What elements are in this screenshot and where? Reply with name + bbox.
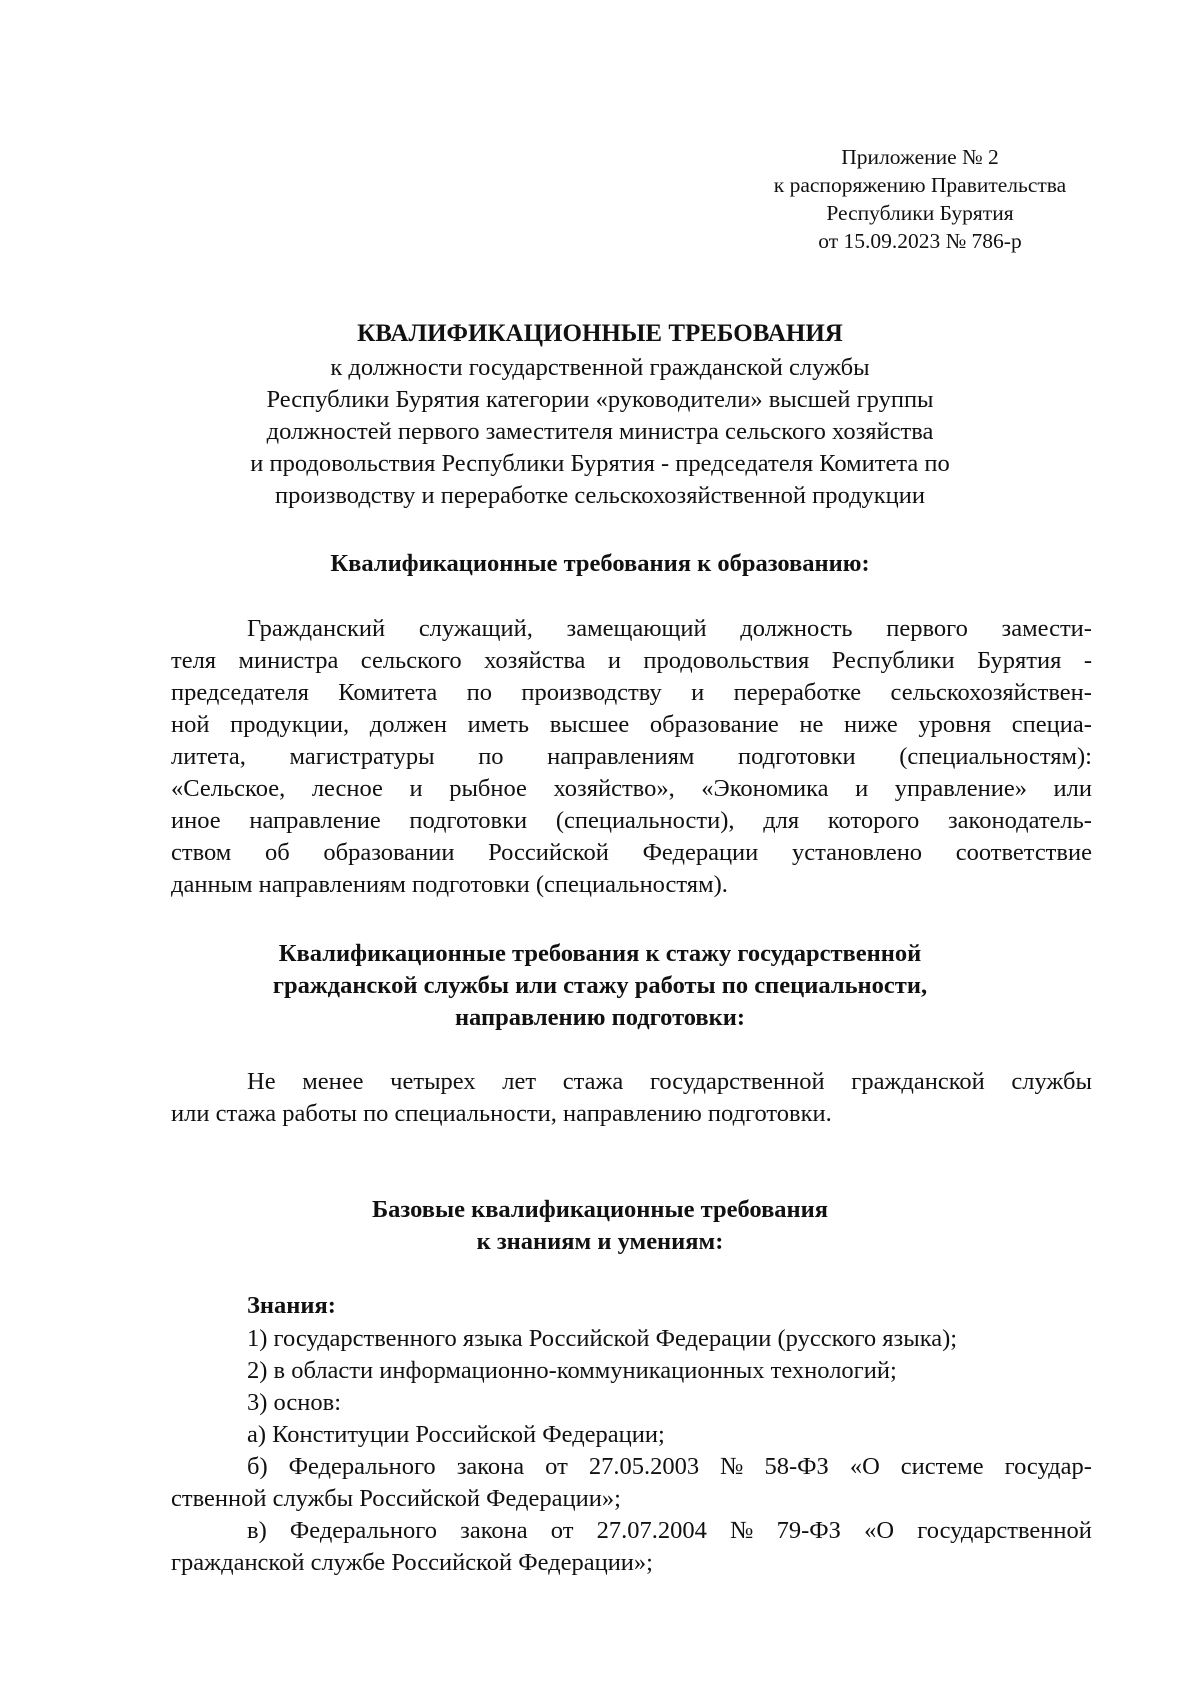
basic-heading-line: к знаниям и умениям: <box>476 1228 724 1255</box>
word: государственной <box>917 1517 1092 1544</box>
word: Федерального <box>288 1453 436 1480</box>
word: производству <box>521 679 662 706</box>
word: 27.05.2003 <box>588 1453 700 1480</box>
word: ной <box>171 711 210 738</box>
word: стажа <box>562 1068 624 1095</box>
word: установлено <box>791 839 923 866</box>
education-heading-text: Квалификационные требования к образованию: <box>330 550 870 577</box>
word: иметь <box>467 711 530 738</box>
word: по <box>466 679 492 706</box>
word: или <box>1053 775 1092 802</box>
word: от <box>545 1453 568 1480</box>
word: Федерации <box>642 839 759 866</box>
appendix-republic: Республики Бурятия <box>826 201 1014 225</box>
word: иное <box>171 807 221 834</box>
word: и <box>409 775 423 802</box>
word: теля <box>171 647 217 674</box>
word: министра <box>238 647 339 674</box>
word: которого <box>827 807 920 834</box>
word: соответствие <box>955 839 1092 866</box>
word: продукции, <box>230 711 350 738</box>
word: и <box>607 647 621 674</box>
word: в) <box>247 1517 267 1544</box>
word: - <box>1083 647 1092 674</box>
word: направление <box>249 807 381 834</box>
word: должен <box>369 711 447 738</box>
word: замести- <box>1001 615 1092 642</box>
word: ством <box>171 839 232 866</box>
title-line: должностей первого заместителя министра сельского хозяйства <box>266 418 934 445</box>
paragraph-line <box>171 805 1092 837</box>
paragraph-line <box>171 1066 1092 1098</box>
word: по <box>478 743 504 770</box>
paragraph-line: или стажа работы по специальности, направлению подготовки. <box>171 1100 832 1127</box>
paragraph-line <box>171 773 1092 805</box>
word: 58-ФЗ <box>764 1453 829 1480</box>
word: уровня <box>918 711 992 738</box>
word: Бурятия <box>977 647 1062 674</box>
word: менее <box>302 1068 364 1095</box>
word: литета, <box>171 743 246 770</box>
word: не <box>799 711 824 738</box>
experience-heading-line: гражданской службы или стажу работы по специальности, <box>272 972 928 999</box>
word: специа- <box>1011 711 1092 738</box>
word: хозяйство», <box>553 775 675 802</box>
experience-heading-line: направлению подготовки: <box>454 1004 746 1031</box>
word: сельскохозяйствен- <box>890 679 1092 706</box>
word: сельского <box>360 647 462 674</box>
list-item: 3) основ: <box>247 1389 342 1416</box>
paragraph-line <box>171 645 1092 677</box>
document-title <box>150 318 1050 512</box>
word: «О <box>864 1517 895 1544</box>
word: образование <box>649 711 779 738</box>
word: № <box>730 1517 754 1544</box>
title-line: производству и переработке сельскохозяйственной продукции <box>274 482 926 509</box>
word: для <box>763 807 800 834</box>
list-item: 1) государственного языка Российской Федерации (русского языка); <box>247 1325 958 1352</box>
word: «Сельское, <box>171 775 286 802</box>
word: Российской <box>488 839 609 866</box>
word: 79-ФЗ <box>776 1517 841 1544</box>
paragraph-line: данным направлениям подготовки (специальностям). <box>171 871 728 898</box>
paragraph-line <box>171 837 1092 869</box>
word: гражданской <box>851 1068 985 1095</box>
word: службы <box>1011 1068 1092 1095</box>
word: законодатель- <box>948 807 1092 834</box>
word: Федерального <box>289 1517 437 1544</box>
appendix-date: от 15.09.2023 № 786-р <box>818 229 1022 253</box>
appendix-order-ref: к распоряжению Правительства <box>773 173 1067 197</box>
word: (специальности), <box>555 807 735 834</box>
list-item: 2) в области информационно-коммуникационных технологий; <box>247 1357 897 1384</box>
word: 27.07.2004 <box>596 1517 707 1544</box>
word: «О <box>849 1453 880 1480</box>
title-line: к должности государственной гражданской службы <box>330 354 870 381</box>
word: подготовки <box>409 807 528 834</box>
word: Республики <box>831 647 955 674</box>
word: должность <box>740 615 853 642</box>
word: магистратуры <box>289 743 435 770</box>
word: управление» <box>894 775 1027 802</box>
experience-heading-line: Квалификационные требования к стажу государственной <box>278 940 922 967</box>
word: и <box>855 775 869 802</box>
list-item <box>171 1451 1092 1483</box>
list-item <box>171 1515 1092 1547</box>
word: Не <box>247 1068 276 1095</box>
word: об <box>264 839 290 866</box>
paragraph-line <box>171 741 1092 773</box>
word: государ- <box>1004 1453 1092 1480</box>
word: государственной <box>649 1068 825 1095</box>
basic-heading-line: Базовые квалификационные требования <box>371 1196 829 1223</box>
word: продовольствия <box>643 647 810 674</box>
paragraph-line <box>171 677 1092 709</box>
experience-heading <box>150 938 1050 1034</box>
word: (специальностям): <box>899 743 1092 770</box>
word: председателя <box>171 679 309 706</box>
word: хозяйства <box>484 647 586 674</box>
word: закона <box>460 1517 528 1544</box>
list-item-continuation: ственной службы Российской Федерации»; <box>171 1485 621 1512</box>
word: четырех <box>390 1068 476 1095</box>
paragraph-line <box>171 709 1092 741</box>
main-title: КВАЛИФИКАЦИОННЫЕ ТРЕБОВАНИЯ <box>357 320 843 347</box>
title-line: и продовольствия Республики Бурятия - председателя Комитета по <box>250 450 950 477</box>
word: замещающий <box>566 615 707 642</box>
list-item-continuation: гражданской службе Российской Федерации»; <box>171 1549 653 1576</box>
appendix-header <box>740 143 1100 255</box>
word: первого <box>886 615 968 642</box>
word: направлениям <box>547 743 695 770</box>
word: лет <box>502 1068 537 1095</box>
word: «Экономика <box>701 775 829 802</box>
experience-paragraph <box>171 1066 1092 1130</box>
appendix-number: Приложение № 2 <box>841 145 999 169</box>
paragraph-line <box>171 613 1092 645</box>
word: рыбное <box>449 775 527 802</box>
word: Гражданский <box>247 615 386 642</box>
word: высшее <box>549 711 630 738</box>
word: подготовки <box>737 743 856 770</box>
word: служащий, <box>418 615 533 642</box>
education-heading <box>150 548 1050 580</box>
word: лесное <box>311 775 383 802</box>
word: б) <box>247 1453 268 1480</box>
word: № <box>720 1453 744 1480</box>
word: и <box>691 679 705 706</box>
list-item: а) Конституции Российской Федерации; <box>247 1421 665 1448</box>
word: переработке <box>733 679 862 706</box>
knowledge-label: Знания: <box>247 1292 336 1319</box>
word: системе <box>900 1453 984 1480</box>
word: закона <box>456 1453 525 1480</box>
knowledge-list <box>171 1290 1092 1579</box>
word: Комитета <box>338 679 438 706</box>
basic-requirements-heading <box>150 1194 1050 1258</box>
title-line: Республики Бурятия категории «руководители» высшей группы <box>266 386 934 413</box>
word: от <box>550 1517 574 1544</box>
education-paragraph <box>171 613 1092 901</box>
word: ниже <box>844 711 898 738</box>
word: образовании <box>323 839 455 866</box>
